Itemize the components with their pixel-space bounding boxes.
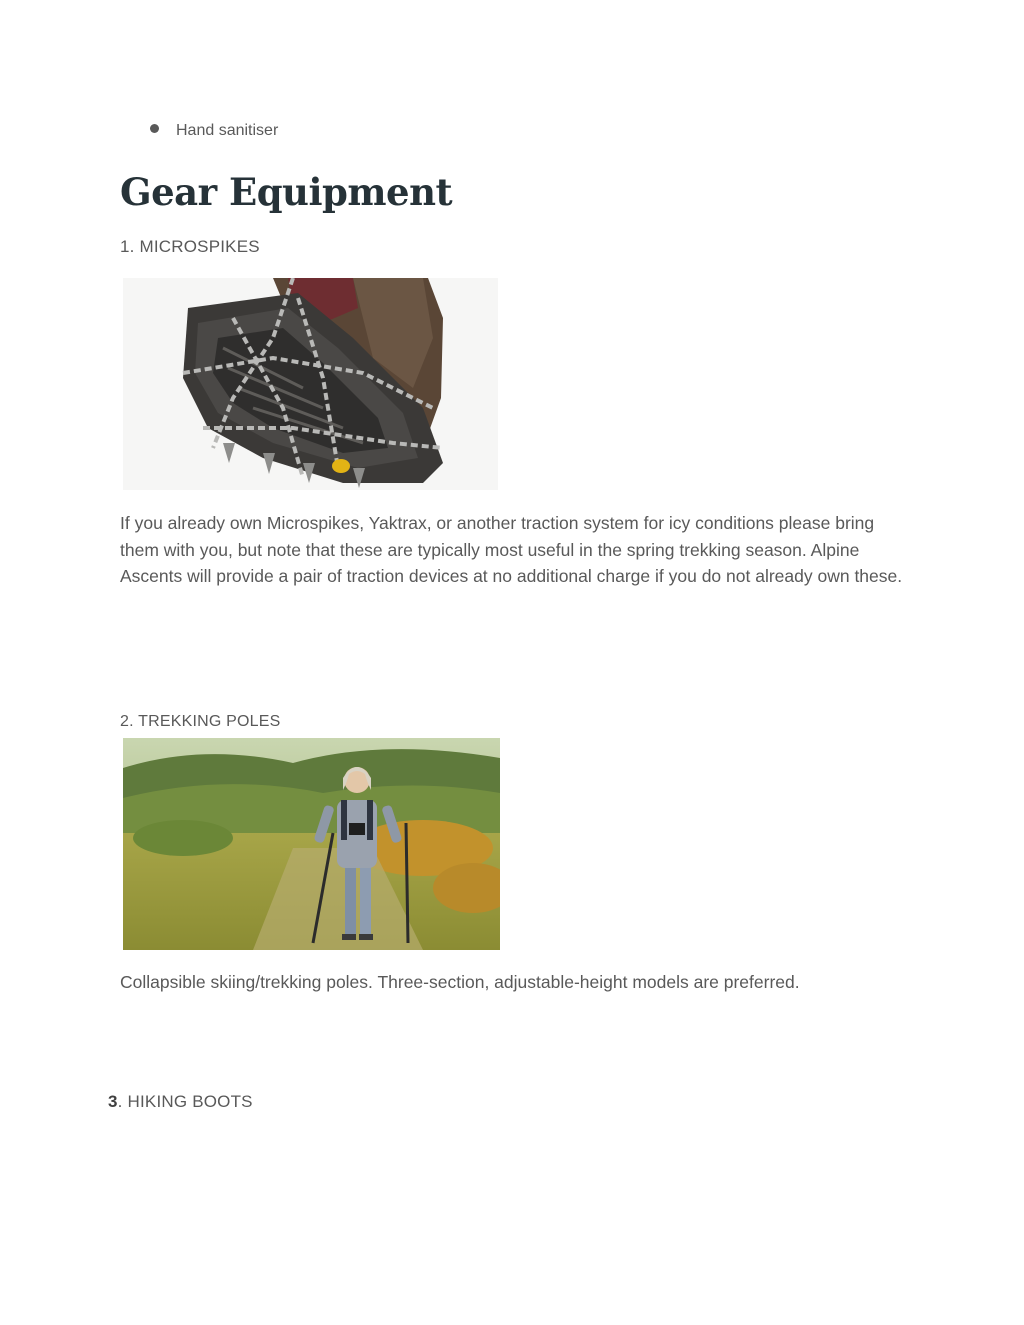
item-label-hiking-boots: [108, 1091, 253, 1113]
item-label-text: . HIKING BOOTS: [117, 1092, 253, 1111]
list-item: [150, 120, 278, 142]
list-item-text: Hand sanitiser: [176, 122, 279, 139]
item-label-trekking-poles: 2. TREKKING POLES: [120, 713, 281, 730]
trekking-poles-description: Collapsible skiing/trekking poles. Three-section, adjustable-height models are preferred.: [120, 972, 800, 992]
trekking-poles-image: [123, 738, 500, 950]
section-title: Gear Equipment: [120, 170, 453, 214]
microspikes-image: [123, 278, 498, 490]
bullet-icon: [150, 124, 159, 133]
item-number: 3: [108, 1092, 118, 1111]
item-label-microspikes: 1. MICROSPIKES: [120, 237, 260, 256]
microspikes-description: If you already own Microspikes, Yaktrax, or another traction system for icy conditions please bring them with you, but note that these are typically most useful in the spring trekking season. Alpine Ascents will provide a pair of traction devices at no additional charge if you do not already own these.: [120, 513, 903, 586]
